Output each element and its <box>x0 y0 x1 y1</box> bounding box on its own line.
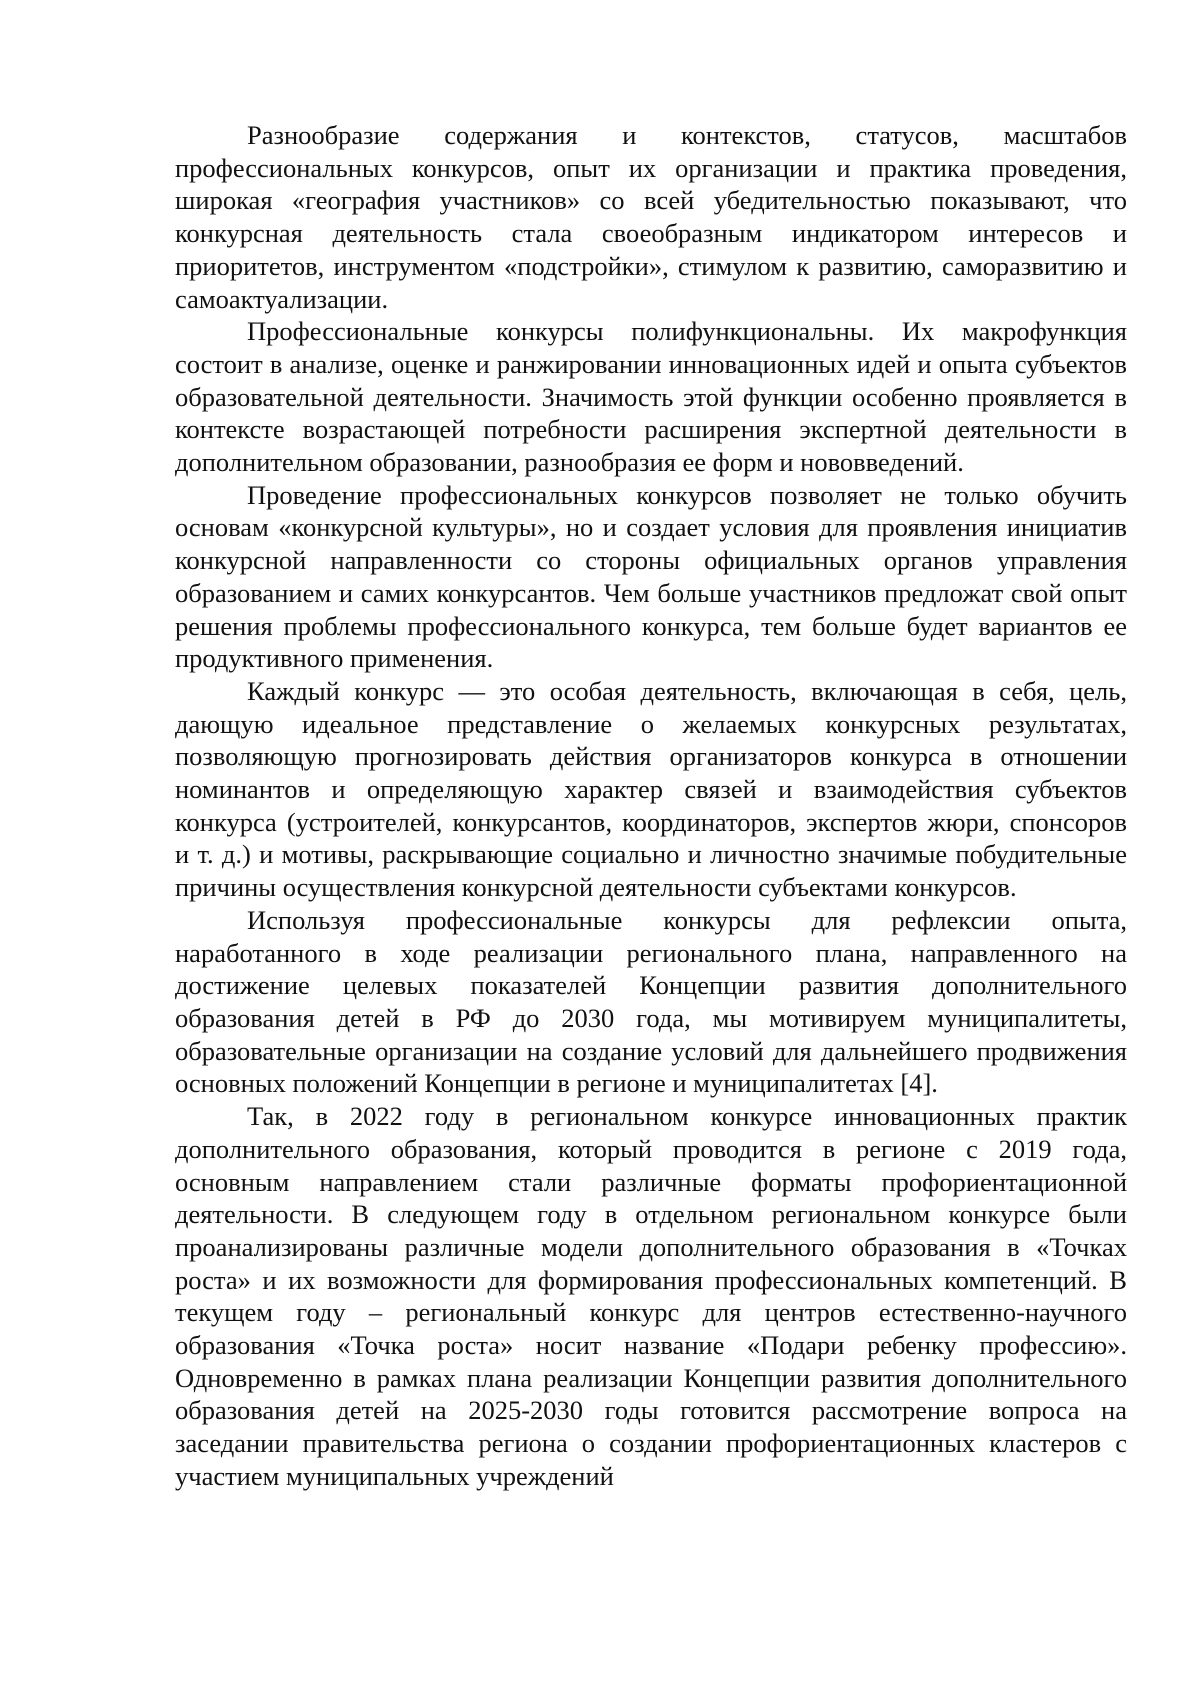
paragraph-6: Так, в 2022 году в региональном конкурсе инновационных практик дополнительного образования, который проводится в регионе с 2019 года, основным направлением стали различные форматы профориентационной деятельности. В следующем году в отдельном региональном конкурсе были проанализированы различные модели дополнительного образования в «Точках роста» и их возможности для формирования профессиональных компетенций. В текущем году – региональный конкурс для центров естественно-научного образования «Точка роста» носит название «Подари ребенку профессию». Одновременно в рамках плана реализации Концепции развития дополнительного образования детей на 2025-2030 годы готовится рассмотрение вопроса на заседании правительства региона о создании профориентационных кластеров с участием муниципальных учреждений <box>175 1101 1127 1491</box>
paragraph-2: Профессиональные конкурсы полифункциональны. Их макрофункция состоит в анализе, оценке и ранжировании инновационных идей и опыта субъектов образовательной деятельности. Значимость этой функции особенно проявляется в контексте возрастающей потребности расширения экспертной деятельности в дополнительном образовании, разнообразия ее форм и нововведений. <box>175 316 1127 478</box>
document-body <box>175 119 1127 1493</box>
paragraph-5: Используя профессиональные конкурсы для рефлексии опыта, наработанного в ходе реализации регионального плана, направленного на достижение целевых показателей Концепции развития дополнительного образования детей в РФ до 2030 года, мы мотивируем муниципалитеты, образовательные организации на создание условий для дальнейшего продвижения основных положений Концепции в регионе и муниципалитетах [4]. <box>175 904 1127 1099</box>
paragraph-1: Разнообразие содержания и контекстов, статусов, масштабов профессиональных конкурсов, опыт их организации и практика проведения, широкая «география участников» со всей убедительностью показывают, что конкурсная деятельность стала своеобразным индикатором интересов и приоритетов, инструментом «подстройки», стимулом к развитию, саморазвитию и самоактуализации. <box>175 120 1127 314</box>
paragraph-3: Проведение профессиональных конкурсов позволяет не только обучить основам «конкурсной культуры», но и создает условия для проявления инициатив конкурсной направленности со стороны официальных органов управления образованием и самих конкурсантов. Чем больше участников предложат свой опыт решения проблемы профессионального конкурса, тем больше будет вариантов ее продуктивного применения. <box>175 479 1127 674</box>
paragraph-4: Каждый конкурс — это особая деятельность, включающая в себя, цель, дающую идеальное представление о желаемых конкурсных результатах, позволяющую прогнозировать действия организаторов конкурса в отношении номинантов и определяющую характер связей и взаимодействия субъектов конкурса (устроителей, конкурсантов, координаторов, экспертов жюри, спонсоров и т. д.) и мотивы, раскрывающие социально и личностно значимые побудительные причины осуществления конкурсной деятельности субъектами конкурсов. <box>175 675 1127 903</box>
